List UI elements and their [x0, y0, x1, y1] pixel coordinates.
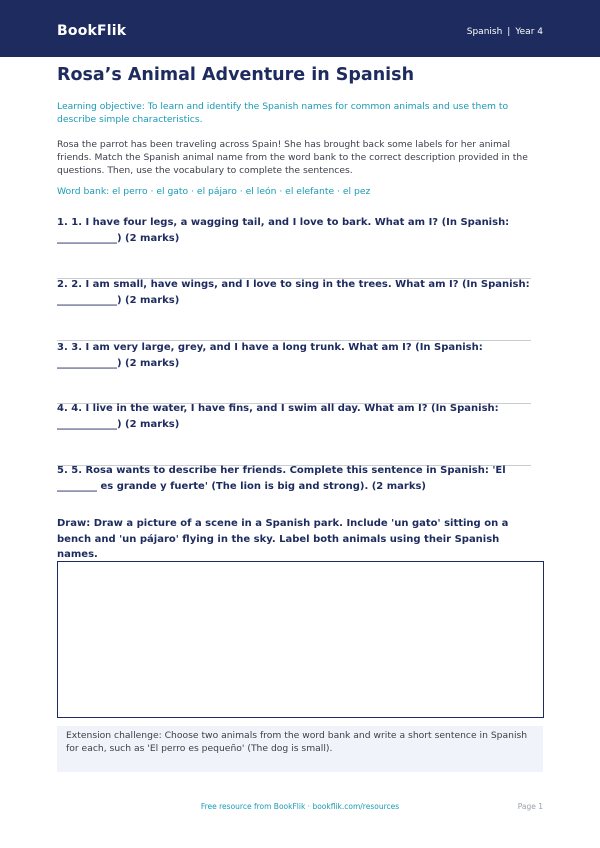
- question-3: 3. 3. I am very large, grey, and I have a long trunk. What am I? (In Spanish: ____________) (2 marks): [57, 342, 483, 369]
- year-label: Year 4: [515, 27, 543, 37]
- subject-year: [467, 27, 543, 37]
- extension-challenge: Extension challenge: Choose two animals from the word bank and write a short sentence in Spanish for each, such as 'El perro es pequeño' (The dog is small).: [57, 726, 543, 772]
- word-bank: Word bank: el perro · el gato · el pájaro · el león · el elefante · el pez: [57, 186, 371, 197]
- question-1: 1. 1. I have four legs, a wagging tail, and I love to bark. What am I? (In Spanish: ____________) (2 marks): [57, 217, 510, 244]
- drawing-area[interactable]: [57, 561, 544, 718]
- question-5: 5. 5. Rosa wants to describe her friends. Complete this sentence in Spanish: 'El ________ es grande y fuerte' (The lion is big and strong). (2 marks): [57, 465, 506, 492]
- subject-label: Spanish: [466, 27, 503, 37]
- footer-text: Free resource from BookFlik · bookflik.com/resources: [200, 802, 400, 811]
- intro-text: Rosa the parrot has been traveling across Spain! She has brought back some labels for her animal friends. Match the Spanish animal name from the word bank to the correct description provided in the questions. Then, use the vocabulary to complete the sentences.: [57, 139, 528, 176]
- question-4: 4. 4. I live in the water, I have fins, and I swim all day. What am I? (In Spanish: ____________) (2 marks): [57, 403, 499, 430]
- brand-logo: BookFlik: [57, 23, 127, 39]
- page-title: Rosa’s Animal Adventure in Spanish: [57, 65, 415, 85]
- question-2: 2. 2. I am small, have wings, and I love to sing in the trees. What am I? (In Spanish: ____________) (2 marks): [57, 279, 530, 306]
- page-header: [0, 0, 600, 57]
- draw-prompt: Draw: Draw a picture of a scene in a Spanish park. Include 'un gato' sitting on a bench and 'un pájaro' flying in the sky. Label both animals using their Spanish names.: [57, 518, 509, 560]
- learning-objective: Learning objective: To learn and identify the Spanish names for common animals and use them to describe simple characteristics.: [57, 101, 509, 125]
- meta-separator: |: [507, 27, 511, 37]
- page-number: Page 1: [517, 802, 543, 811]
